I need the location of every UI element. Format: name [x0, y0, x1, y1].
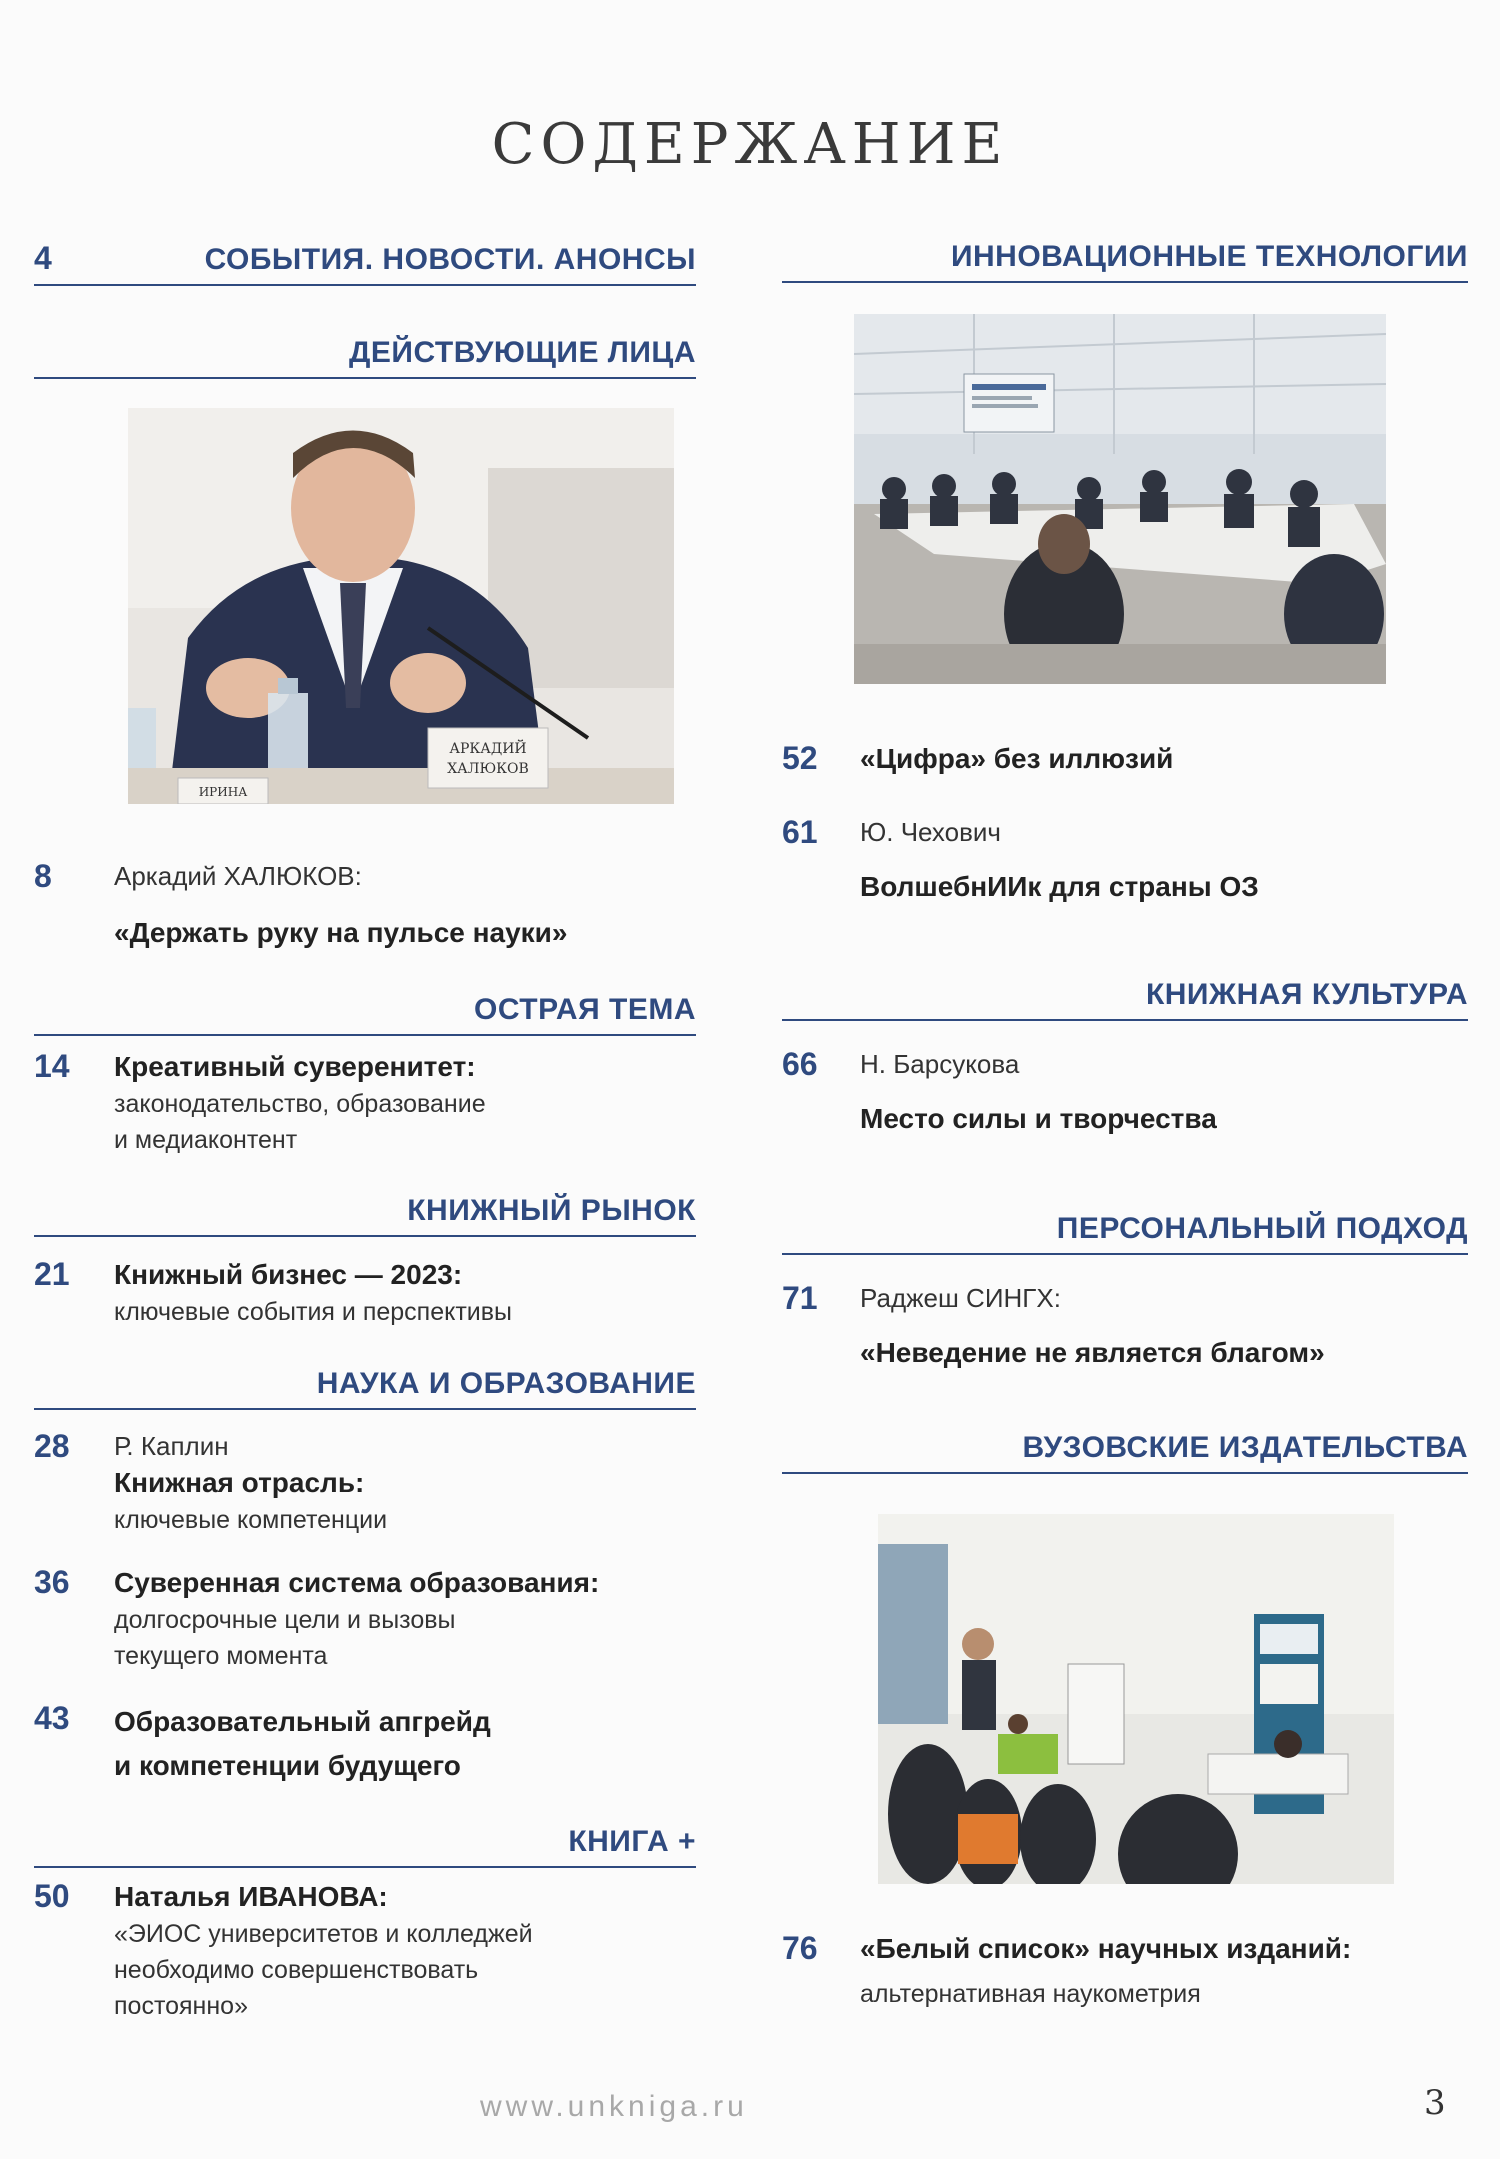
- section-deistvuyushchie-litsa[interactable]: [34, 323, 696, 379]
- entry-subtitle: постоянно»: [114, 1992, 248, 2020]
- entry-subtitle: законодательство, образование: [114, 1090, 486, 1118]
- entry-author: Р. Каплин: [114, 1431, 229, 1461]
- entry-subtitle: текущего момента: [114, 1642, 328, 1670]
- meeting-photo: [854, 314, 1386, 684]
- entry-title: Книжный бизнес — 2023:: [114, 1259, 463, 1290]
- entry-subtitle: ключевые события и перспективы: [114, 1298, 512, 1326]
- website-url[interactable]: www.unkniga.ru: [480, 2090, 748, 2123]
- entry-title: Наталья ИВАНОВА:: [114, 1881, 388, 1912]
- folio-page-number: 3: [1424, 2083, 1446, 2123]
- section-nauka-i-obrazovanie[interactable]: [34, 1354, 696, 1410]
- section-label: КНИЖНЫЙ РЫНОК: [407, 1194, 696, 1227]
- section-label: КНИГА +: [568, 1825, 696, 1858]
- page-title: СОДЕРЖАНИЕ: [491, 112, 1009, 177]
- entry-title: Образовательный апгрейд: [114, 1706, 491, 1737]
- section-knizhny-rynok[interactable]: [34, 1181, 696, 1237]
- seminar-photo-illustration: [878, 1514, 1394, 1884]
- page-number: 66: [782, 1046, 818, 1082]
- page-number: 76: [782, 1930, 818, 1966]
- seminar-photo: [878, 1514, 1394, 1884]
- section-kniga-plus[interactable]: [34, 1812, 696, 1868]
- entry-subtitle: «ЭИОС университетов и колледжей: [114, 1920, 533, 1948]
- entry-author: Н. Барсукова: [860, 1049, 1020, 1079]
- entry-subtitle: необходимо совершенствовать: [114, 1956, 479, 1984]
- section-label: СОБЫТИЯ. НОВОСТИ. АНОНСЫ: [204, 243, 696, 276]
- page-number: 21: [34, 1256, 70, 1292]
- entry-subtitle: альтернативная наукометрия: [860, 1980, 1201, 2008]
- section-label: НАУКА И ОБРАЗОВАНИЕ: [316, 1367, 696, 1400]
- entry-author: Аркадий ХАЛЮКОВ:: [114, 861, 362, 891]
- page-number: 50: [34, 1878, 70, 1914]
- entry-subtitle: и медиаконтент: [114, 1126, 298, 1154]
- entry-title: «Держать руку на пульсе науки»: [114, 917, 568, 948]
- page-number: 52: [782, 740, 818, 776]
- page-number: 43: [34, 1700, 70, 1736]
- section-events[interactable]: [34, 230, 696, 286]
- page-number: 36: [34, 1564, 70, 1600]
- section-vuzovskie-izdatelstva[interactable]: [782, 1418, 1468, 1474]
- section-label: ДЕЙСТВУЮЩИЕ ЛИЦА: [349, 336, 696, 369]
- section-personalny-podkhod[interactable]: [782, 1199, 1468, 1255]
- page-number: 71: [782, 1280, 818, 1316]
- entry-title: и компетенции будущего: [114, 1750, 461, 1781]
- meeting-photo-illustration: [854, 314, 1386, 684]
- entry-title: Место силы и творчества: [860, 1103, 1217, 1134]
- nameplate-text: ИРИНА: [198, 785, 248, 799]
- entry-title: «Белый список» научных изданий:: [860, 1933, 1352, 1964]
- section-label: КНИЖНАЯ КУЛЬТУРА: [1145, 978, 1468, 1011]
- nameplate-text: АРКАДИЙ: [449, 741, 527, 757]
- entry-author: Ю. Чехович: [860, 817, 1001, 847]
- section-label: ПЕРСОНАЛЬНЫЙ ПОДХОД: [1056, 1212, 1468, 1245]
- entry-author: Раджеш СИНГХ:: [860, 1283, 1061, 1313]
- speaker-photo-illustration: [128, 408, 674, 804]
- page-number: 8: [34, 858, 52, 894]
- page-number: 14: [34, 1048, 70, 1084]
- page-number: 28: [34, 1428, 70, 1464]
- entry-title: Книжная отрасль:: [114, 1467, 365, 1498]
- section-knizhnaya-kultura[interactable]: [782, 965, 1468, 1021]
- section-ostraya-tema[interactable]: [34, 980, 696, 1036]
- section-label: ОСТРАЯ ТЕМА: [473, 993, 696, 1026]
- entry-title: ВолшебнИИк для страны ОЗ: [860, 871, 1259, 902]
- nameplate-text: ХАЛЮКОВ: [447, 761, 529, 777]
- page-number: 4: [34, 240, 52, 276]
- entry-subtitle: долгосрочные цели и вызовы: [114, 1606, 456, 1634]
- entry-title: «Цифра» без иллюзий: [860, 743, 1174, 774]
- section-label: ИННОВАЦИОННЫЕ ТЕХНОЛОГИИ: [950, 240, 1468, 273]
- entry-subtitle: ключевые компетенции: [114, 1506, 388, 1534]
- page-number: 61: [782, 814, 818, 850]
- entry-title: Суверенная система образования:: [114, 1567, 600, 1598]
- section-label: ВУЗОВСКИЕ ИЗДАТЕЛЬСТВА: [1022, 1431, 1468, 1464]
- speaker-photo: [128, 408, 674, 804]
- section-innovatsionnye-tekhnologii[interactable]: [782, 227, 1468, 283]
- entry-title: Креативный суверенитет:: [114, 1051, 476, 1082]
- entry-title: «Неведение не является благом»: [860, 1337, 1325, 1368]
